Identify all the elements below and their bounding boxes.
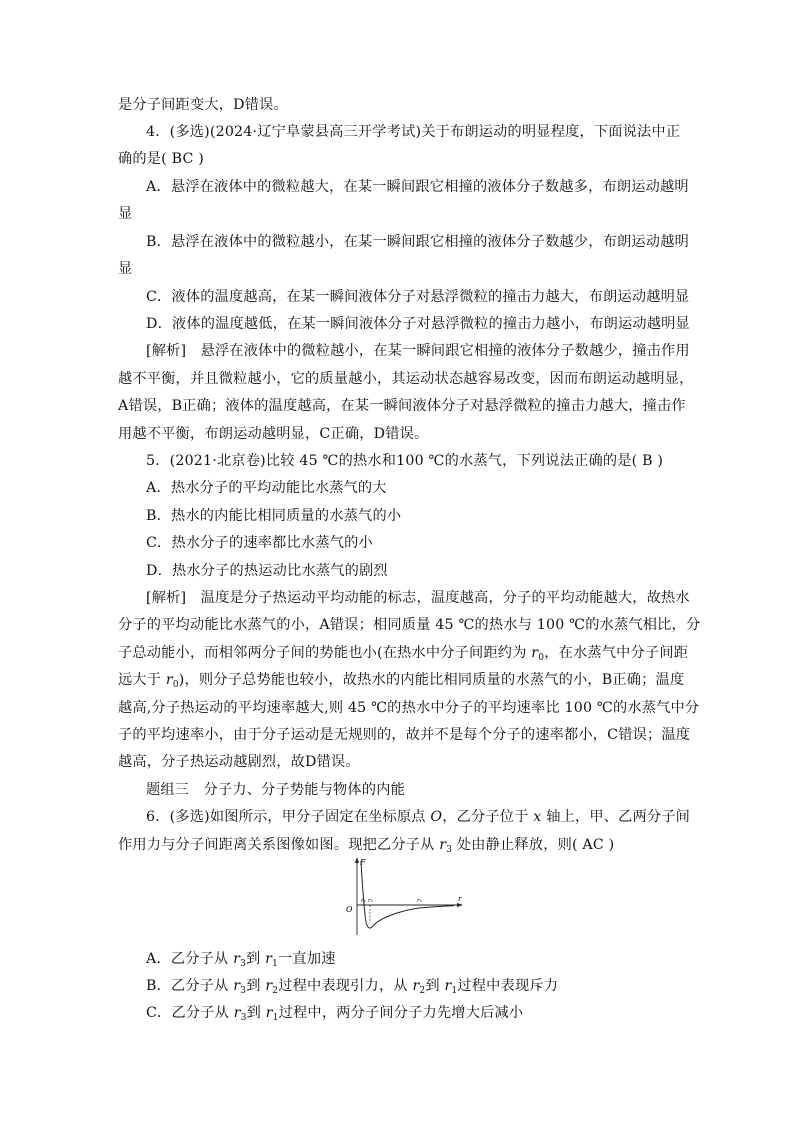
analysis-5-line: 分子的平均动能比水蒸气的小，A错误；相同质量 45 ℃的热水与 100 ℃的水蒸气相比，分 bbox=[118, 617, 701, 633]
x-axis-label: r bbox=[458, 895, 462, 903]
option-c: C．热水分子的速率都比水蒸气的小 bbox=[146, 535, 373, 551]
option-b: B．悬浮在液体中的微粒越小，在某一瞬间跟它相撞的液体分子数越少，布朗运动越明 bbox=[146, 234, 689, 250]
question-6-stem-cont: 作用力与分子间距离关系图像如图。现把乙分子从 $r_3$ 处由静止释放，则( AC ) bbox=[118, 837, 615, 855]
option-a: A．乙分子从 $r_3$到 $r_1$一直加速 bbox=[146, 951, 336, 969]
analysis-5-line: 远大于 $r_0$)，则分子总势能也较小，故热水的内能比相同质量的水蒸气的小，B正确；温度 bbox=[118, 672, 685, 690]
option-c: C．乙分子从 $r_3$到 $r_1$过程中，两分子间分子力先增大后减小 bbox=[146, 1005, 524, 1023]
force-curve bbox=[361, 861, 454, 928]
analysis-4-line: A错误，B正确；液体的温度越高，在某一瞬间液体分子对悬浮微粒的撞击力越大，撞击作 bbox=[118, 398, 686, 414]
r2-label: r₂ bbox=[368, 898, 373, 904]
section-heading: 题组三 分子力、分子势能与物体的内能 bbox=[146, 782, 405, 798]
analysis-5: [解析] 温度是分子热运动平均动能的标志，温度越高，分子的平均动能越大，故热水 bbox=[146, 590, 690, 606]
text-line: 是分子间距变大，D错误。 bbox=[118, 97, 288, 113]
analysis-5-line: 越高,分子热运动的平均速率越大,则 45 ℃的热水中分子的平均速率比 100 ℃的水蒸气中分 bbox=[118, 700, 700, 716]
option-d: D．热水分子的热运动比水蒸气的剧烈 bbox=[146, 563, 388, 579]
option-a-cont: 显 bbox=[118, 206, 133, 222]
analysis-5-line: 子总动能小，而相邻两分子间的势能也小(在热水中分子间距约为 $r_0$，在水蒸气中分子间距 bbox=[118, 645, 689, 663]
y-axis-label: F bbox=[360, 858, 366, 867]
option-c: C．液体的温度越高，在某一瞬间液体分子对悬浮微粒的撞击力越大，布朗运动越明显 bbox=[146, 289, 690, 305]
analysis-5-line: 子的平均速率小，由于分子运动是无规则的，故并不是每个分子的速率都小，C错误；温度 bbox=[118, 727, 691, 743]
option-a: A．热水分子的平均动能比水蒸气的大 bbox=[146, 480, 387, 496]
question-5-stem: 5．(2021·北京卷)比较 45 ℃的热水和100 ℃的水蒸气，下列说法正确的是( B ) bbox=[146, 453, 664, 469]
r1-label: r₁ bbox=[361, 898, 366, 904]
force-distance-graph bbox=[339, 855, 465, 937]
question-6-stem: 6．(多选)如图所示，甲分子固定在坐标原点 O，乙分子位于 x 轴上，甲、乙两分子间 bbox=[146, 809, 691, 825]
origin-label: O bbox=[346, 905, 353, 914]
option-a: A．悬浮在液体中的微粒越大，在某一瞬间跟它相撞的液体分子数越多，布朗运动越明 bbox=[146, 179, 689, 195]
r3-label: r₃ bbox=[417, 898, 422, 904]
question-4-answer: 确的是( BC ) bbox=[118, 151, 204, 167]
option-b: B．乙分子从 $r_3$到 $r_2$过程中表现引力，从 $r_2$到 $r_1$过程中表现斥力 bbox=[146, 978, 559, 996]
analysis-4-line: 用越不平衡，布朗运动越明显，C正确，D错误。 bbox=[118, 426, 429, 442]
option-d: D．液体的温度越低，在某一瞬间液体分子对悬浮微粒的撞击力越小，布朗运动越明显 bbox=[146, 316, 690, 332]
analysis-4: [解析] 悬浮在液体中的微粒越小，在某一瞬间跟它相撞的液体分子数越少，撞击作用 bbox=[146, 343, 690, 359]
option-b-cont: 显 bbox=[118, 261, 133, 277]
analysis-5-line: 越高，分子热运动越剧烈，故D错误。 bbox=[118, 754, 360, 770]
analysis-4-line: 越不平衡，并且微粒越小，它的质量越小，其运动状态越容易改变，因而布朗运动越明显， bbox=[118, 371, 694, 387]
question-4-stem: 4．(多选)(2024·辽宁阜蒙县高三开学考试)关于布朗运动的明显程度，下面说法中正 bbox=[146, 124, 681, 140]
y-axis-arrow bbox=[355, 857, 359, 863]
option-b: B．热水的内能比相同质量的水蒸气的小 bbox=[146, 508, 402, 524]
x-axis-arrow bbox=[457, 903, 463, 907]
